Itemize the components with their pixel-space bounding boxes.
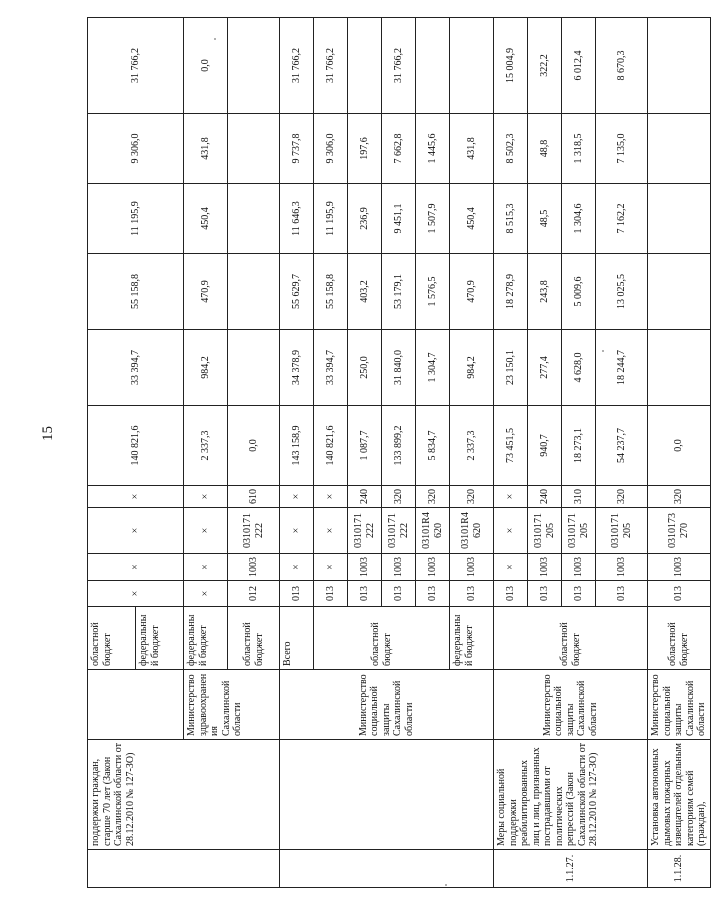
y2015-cell: 53 179,1 — [382, 254, 416, 330]
rz-cell: 1003 — [450, 554, 494, 581]
csr-cell: 0310171205 — [562, 508, 596, 554]
y2014-cell: 34 378,9 — [280, 330, 314, 406]
csr-cell: 0310171222 — [348, 508, 382, 554]
total-cell: 0,0 — [648, 406, 711, 486]
csr-cell: 0310171205 — [528, 508, 562, 554]
y2018-cell — [416, 18, 450, 114]
rz-cell: × — [494, 554, 528, 581]
table-row — [280, 18, 314, 888]
y2014-cell: 984,2 — [450, 330, 494, 406]
grbs-cell: 012 — [228, 581, 280, 607]
csr-cell: × — [184, 508, 228, 554]
source-cell: Всего — [280, 607, 314, 670]
y2015-cell: 55 629,7 — [280, 254, 314, 330]
y2016-cell: 8 515,3 — [494, 184, 528, 254]
grbs-cell: 013 — [348, 581, 382, 607]
y2016-cell: 450,4 — [450, 184, 494, 254]
csr-cell: 03101R4620 — [450, 508, 494, 554]
total-cell: 2 337,3 — [184, 406, 228, 486]
y2015-cell: 13 025,5 — [596, 254, 648, 330]
scan-speck — [214, 38, 216, 40]
grbs-cell: × — [88, 581, 184, 607]
prog-num-cell — [280, 850, 494, 888]
prog-name-cell — [280, 740, 494, 850]
y2014-cell: 277,4 — [528, 330, 562, 406]
rz-cell: × — [314, 554, 348, 581]
vr-cell: 320 — [450, 486, 494, 508]
y2016-cell — [648, 184, 711, 254]
y2017-cell: 1 445,6 — [416, 114, 450, 184]
y2017-cell: 9 737,8 — [280, 114, 314, 184]
vr-cell: 320 — [596, 486, 648, 508]
grbs-cell: 013 — [382, 581, 416, 607]
total-cell: 140 821,6 — [88, 406, 184, 486]
y2017-cell: 1 318,5 — [562, 114, 596, 184]
prog-name-cell: Установка автономных дымовых пожарных извещателей отдельным категориям семей (граждан), — [648, 740, 711, 850]
y2018-cell — [348, 18, 382, 114]
rz-cell: × — [280, 554, 314, 581]
y2016-cell — [228, 184, 280, 254]
grbs-cell: 013 — [494, 581, 528, 607]
grbs-cell: 013 — [562, 581, 596, 607]
prog-name-cell: поддержки граждан, старше 70 лет (Закон Сахалинской области от 28.12.2010 № 127-ЗО) — [88, 740, 280, 850]
y2017-cell: 9 306,0 — [88, 114, 184, 184]
rz-cell: 1003 — [596, 554, 648, 581]
csr-cell: 03101R4620 — [416, 508, 450, 554]
grbs-cell: 013 — [528, 581, 562, 607]
csr-cell: × — [280, 508, 314, 554]
total-cell: 143 158,9 — [280, 406, 314, 486]
scan-speck — [602, 350, 604, 352]
vr-cell: 310 — [562, 486, 596, 508]
y2017-cell: 48,8 — [528, 114, 562, 184]
total-cell: 0,0 — [228, 406, 280, 486]
executor-cell: Министерство социальной защиты Сахалинской области — [280, 670, 494, 740]
y2017-cell: 431,8 — [450, 114, 494, 184]
vr-cell: 320 — [382, 486, 416, 508]
rz-cell: 1003 — [348, 554, 382, 581]
grbs-cell: 013 — [450, 581, 494, 607]
y2015-cell: 1 576,5 — [416, 254, 450, 330]
y2015-cell: 55 158,8 — [88, 254, 184, 330]
vr-cell: 610 — [228, 486, 280, 508]
y2017-cell: 7 662,8 — [382, 114, 416, 184]
y2016-cell: 450,4 — [184, 184, 228, 254]
grbs-cell: 013 — [596, 581, 648, 607]
y2016-cell: 1 304,6 — [562, 184, 596, 254]
rz-cell: 1003 — [228, 554, 280, 581]
total-cell: 18 273,1 — [562, 406, 596, 486]
source-cell: областной бюджет — [648, 607, 711, 670]
grbs-cell: 013 — [648, 581, 711, 607]
y2014-cell: 23 150,1 — [494, 330, 528, 406]
csr-cell: 0310171205 — [596, 508, 648, 554]
grbs-cell: 013 — [314, 581, 348, 607]
grbs-cell: 013 — [280, 581, 314, 607]
scan-speck — [445, 884, 447, 886]
executor-cell: Министерство здравоохранения Сахалинской области — [184, 670, 280, 740]
prog-name-cell: Меры социальной поддержки реабилитированных лиц и лиц, признанных пострадавшими от политических репрессий (Закон Сахалинской области от 28.12.2010 № 127-ЗО) — [494, 740, 648, 850]
prog-num-cell: 1.1.27. — [494, 850, 648, 888]
page-number: 15 — [40, 426, 56, 441]
y2016-cell: 1 507,9 — [416, 184, 450, 254]
y2018-cell — [648, 18, 711, 114]
y2014-cell: 1 304,7 — [416, 330, 450, 406]
y2014-cell — [648, 330, 711, 406]
total-cell: 73 451,5 — [494, 406, 528, 486]
y2018-cell: 31 766,2 — [88, 18, 184, 114]
y2015-cell — [228, 254, 280, 330]
y2017-cell: 8 502,3 — [494, 114, 528, 184]
rz-cell: 1003 — [562, 554, 596, 581]
y2015-cell: 243,8 — [528, 254, 562, 330]
y2015-cell: 18 278,9 — [494, 254, 528, 330]
y2016-cell: 7 162,2 — [596, 184, 648, 254]
total-cell: 1 087,7 — [348, 406, 382, 486]
csr-cell: 0310171222 — [228, 508, 280, 554]
csr-cell: × — [88, 508, 184, 554]
rotated-table-wrapper — [87, 18, 707, 888]
y2018-cell: 31 766,2 — [280, 18, 314, 114]
vr-cell: 320 — [416, 486, 450, 508]
csr-cell: × — [494, 508, 528, 554]
y2018-cell: 322,2 — [528, 18, 562, 114]
y2018-cell — [450, 18, 494, 114]
vr-cell: 240 — [348, 486, 382, 508]
y2014-cell: 250,0 — [348, 330, 382, 406]
y2014-cell: 33 394,7 — [88, 330, 184, 406]
executor-cell — [88, 670, 184, 740]
y2016-cell: 48,5 — [528, 184, 562, 254]
prog-num-cell: 1.1.28. — [648, 850, 711, 888]
y2017-cell — [648, 114, 711, 184]
y2017-cell — [228, 114, 280, 184]
rz-cell: × — [88, 554, 184, 581]
y2018-cell: 6 012,4 — [562, 18, 596, 114]
source-cell: федеральный бюджет — [136, 607, 184, 670]
rz-cell: × — [184, 554, 228, 581]
executor-cell: Министерство социальной защиты Сахалинской области — [494, 670, 648, 740]
vr-cell: 240 — [528, 486, 562, 508]
rz-cell: 1003 — [416, 554, 450, 581]
table-row — [648, 18, 711, 888]
grbs-cell: 013 — [416, 581, 450, 607]
y2018-cell — [228, 18, 280, 114]
prog-num-cell — [88, 850, 280, 888]
total-cell: 2 337,3 — [450, 406, 494, 486]
executor-cell: Министерство социальной защиты Сахалинской области — [648, 670, 711, 740]
y2015-cell: 470,9 — [450, 254, 494, 330]
y2017-cell: 431,8 — [184, 114, 228, 184]
total-cell: 54 237,7 — [596, 406, 648, 486]
total-cell: 5 834,7 — [416, 406, 450, 486]
vr-cell: × — [314, 486, 348, 508]
y2016-cell: 9 451,1 — [382, 184, 416, 254]
csr-cell: 0310173270 — [648, 508, 711, 554]
y2016-cell: 11 195,9 — [314, 184, 348, 254]
csr-cell: × — [314, 508, 348, 554]
y2018-cell: 31 766,2 — [382, 18, 416, 114]
source-cell: федеральный бюджет — [450, 607, 494, 670]
grbs-cell: × — [184, 581, 228, 607]
vr-cell: × — [184, 486, 228, 508]
y2017-cell: 7 135,0 — [596, 114, 648, 184]
y2018-cell: 0,0 — [184, 18, 228, 114]
table-row — [88, 18, 136, 888]
y2015-cell: 55 158,8 — [314, 254, 348, 330]
source-cell: областной бюджет — [314, 607, 450, 670]
y2015-cell — [648, 254, 711, 330]
y2014-cell: 18 244,7 — [596, 330, 648, 406]
rz-cell: 1003 — [382, 554, 416, 581]
table-row — [494, 18, 528, 888]
vr-cell: 320 — [648, 486, 711, 508]
y2014-cell: 31 840,0 — [382, 330, 416, 406]
y2015-cell: 403,2 — [348, 254, 382, 330]
y2016-cell: 11 195,9 — [88, 184, 184, 254]
vr-cell: × — [494, 486, 528, 508]
y2017-cell: 9 306,0 — [314, 114, 348, 184]
source-cell: областной бюджет — [494, 607, 648, 670]
y2018-cell: 15 004,9 — [494, 18, 528, 114]
rz-cell: 1003 — [648, 554, 711, 581]
y2016-cell: 236,9 — [348, 184, 382, 254]
csr-cell: 0310171222 — [382, 508, 416, 554]
y2018-cell: 31 766,2 — [314, 18, 348, 114]
y2015-cell: 5 009,6 — [562, 254, 596, 330]
y2014-cell — [228, 330, 280, 406]
vr-cell: × — [280, 486, 314, 508]
y2017-cell: 197,6 — [348, 114, 382, 184]
source-cell: федеральный бюджет — [184, 607, 228, 670]
y2015-cell: 470,9 — [184, 254, 228, 330]
total-cell: 140 821,6 — [314, 406, 348, 486]
vr-cell: × — [88, 486, 184, 508]
source-cell: областной бюджет — [228, 607, 280, 670]
y2014-cell: 33 394,7 — [314, 330, 348, 406]
total-cell: 133 899,2 — [382, 406, 416, 486]
y2016-cell: 11 646,3 — [280, 184, 314, 254]
budget-table — [87, 17, 711, 888]
y2014-cell: 984,2 — [184, 330, 228, 406]
total-cell: 940,7 — [528, 406, 562, 486]
y2014-cell: 4 628,0 — [562, 330, 596, 406]
rz-cell: 1003 — [528, 554, 562, 581]
source-cell: областной бюджет — [88, 607, 136, 670]
y2018-cell: 8 670,3 — [596, 18, 648, 114]
